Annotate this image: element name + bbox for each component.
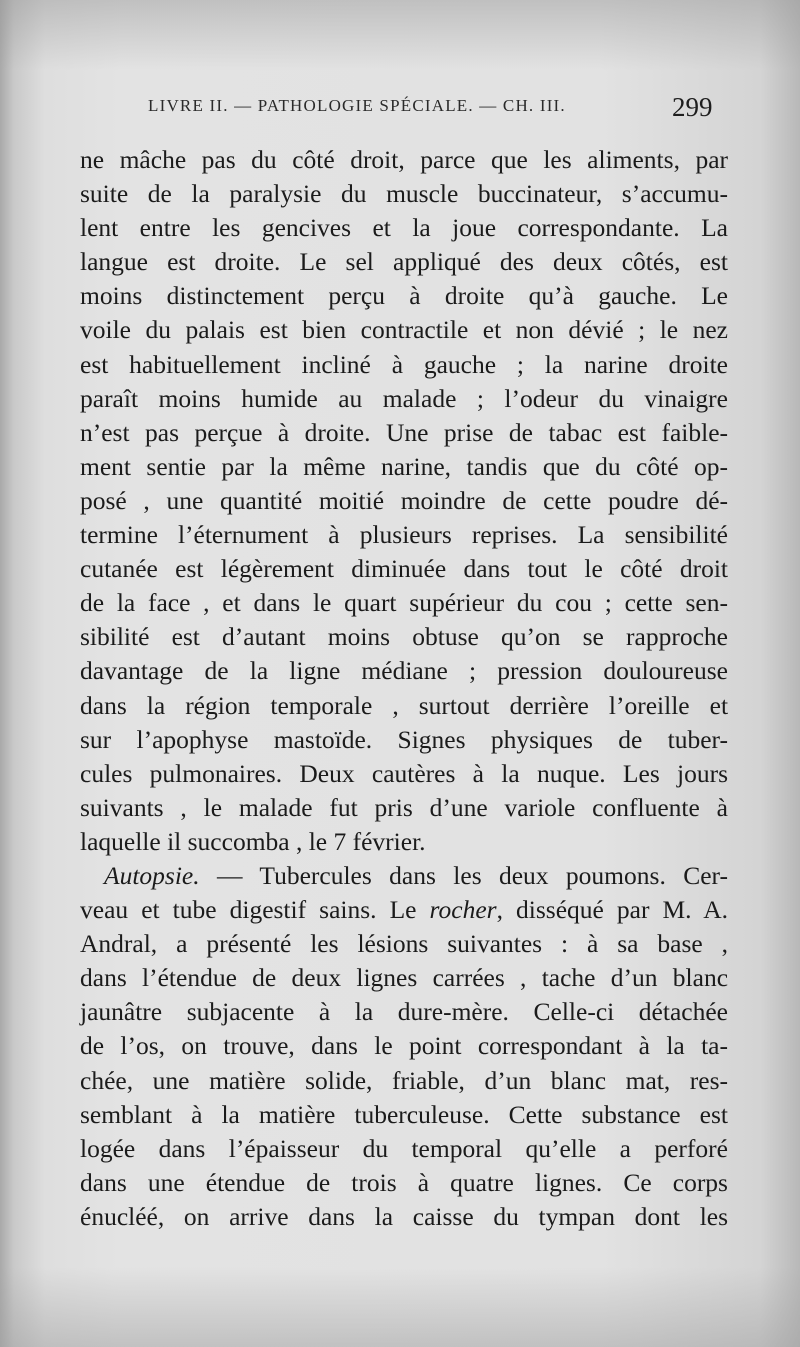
text-line: moins distinctement perçu à droite qu’à gauche. Le bbox=[80, 281, 729, 311]
running-head: LIVRE II. — PATHOLOGIE SPÉCIALE. — CH. III. bbox=[148, 96, 566, 115]
text-line: cules pulmonaires. Deux cautères à la nuque. Les jours bbox=[80, 758, 729, 788]
text-line: sibilité est d’autant moins obtuse qu’on se rapproche bbox=[80, 622, 728, 652]
text-line: de l’os, on trouve, dans le point correspondant à la ta- bbox=[80, 1031, 728, 1061]
body-text bbox=[80, 143, 728, 1234]
text-line: de la face , et dans le quart supérieur du cou ; cette sen- bbox=[80, 588, 728, 618]
text-line: suite de la paralysie du muscle buccinateur, s’accumu- bbox=[80, 179, 728, 209]
text-line: logée dans l’épaisseur du temporal qu’elle a perforé bbox=[80, 1133, 728, 1163]
text-line: dans l’étendue de deux lignes carrées , tache d’un blanc bbox=[80, 963, 729, 993]
text-line: dans une étendue de trois à quatre lignes. Ce corps bbox=[80, 1167, 728, 1197]
text-line: semblant à la matière tuberculeuse. Cette substance est bbox=[80, 1099, 728, 1129]
text-line: ne mâche pas du côté droit, parce que les aliments, par bbox=[80, 145, 729, 174]
text-line: veau et tube digestif sains. Le rocher, disséqué par M. A. bbox=[80, 895, 728, 925]
text-line: paraît moins humide au malade ; l’odeur du vinaigre bbox=[80, 383, 728, 413]
text-line: posé , une quantité moitié moindre de cette poudre dé- bbox=[80, 485, 729, 515]
text-line: laquelle il succomba , le 7 février. bbox=[80, 826, 426, 856]
text-line: langue est droite. Le sel appliqué des deux côtés, est bbox=[80, 247, 728, 277]
page-number: 299 bbox=[672, 92, 713, 122]
text-line: n’est pas perçue à droite. Une prise de tabac est faible- bbox=[80, 417, 729, 447]
text-line: lent entre les gencives et la joue correspondante. La bbox=[80, 213, 728, 243]
text-line: est habituellement incliné à gauche ; la narine droite bbox=[80, 349, 728, 379]
text-line: suivants , le malade fut pris d’une variole confluente à bbox=[80, 792, 728, 822]
text-line: davantage de la ligne médiane ; pression douloureuse bbox=[80, 656, 728, 686]
text-line: sur l’apophyse mastoïde. Signes physiques de tuber- bbox=[80, 724, 729, 754]
text-line: énucléé, on arrive dans la caisse du tympan dont les bbox=[80, 1201, 729, 1231]
text-line: jaunâtre subjacente à la dure-mère. Celle-ci détachée bbox=[80, 997, 728, 1027]
text-line: dans la région temporale , surtout derrière l’oreille et bbox=[80, 690, 729, 720]
paragraph-autopsie-line: Autopsie. — Tubercules dans les deux poumons. Cer- bbox=[104, 860, 728, 890]
text-line: Andral, a présenté les lésions suivantes : à sa base , bbox=[80, 929, 729, 959]
text-line: termine l’éternument à plusieurs reprises. La sensibilité bbox=[80, 520, 728, 550]
text-line: ment sentie par la même narine, tandis que du côté op- bbox=[80, 451, 728, 481]
text-line: voile du palais est bien contractile et non dévié ; le nez bbox=[80, 315, 728, 345]
text-line: chée, une matière solide, friable, d’un blanc mat, res- bbox=[80, 1065, 729, 1095]
text-line: cutanée est légèrement diminuée dans tout le côté droit bbox=[80, 554, 728, 584]
